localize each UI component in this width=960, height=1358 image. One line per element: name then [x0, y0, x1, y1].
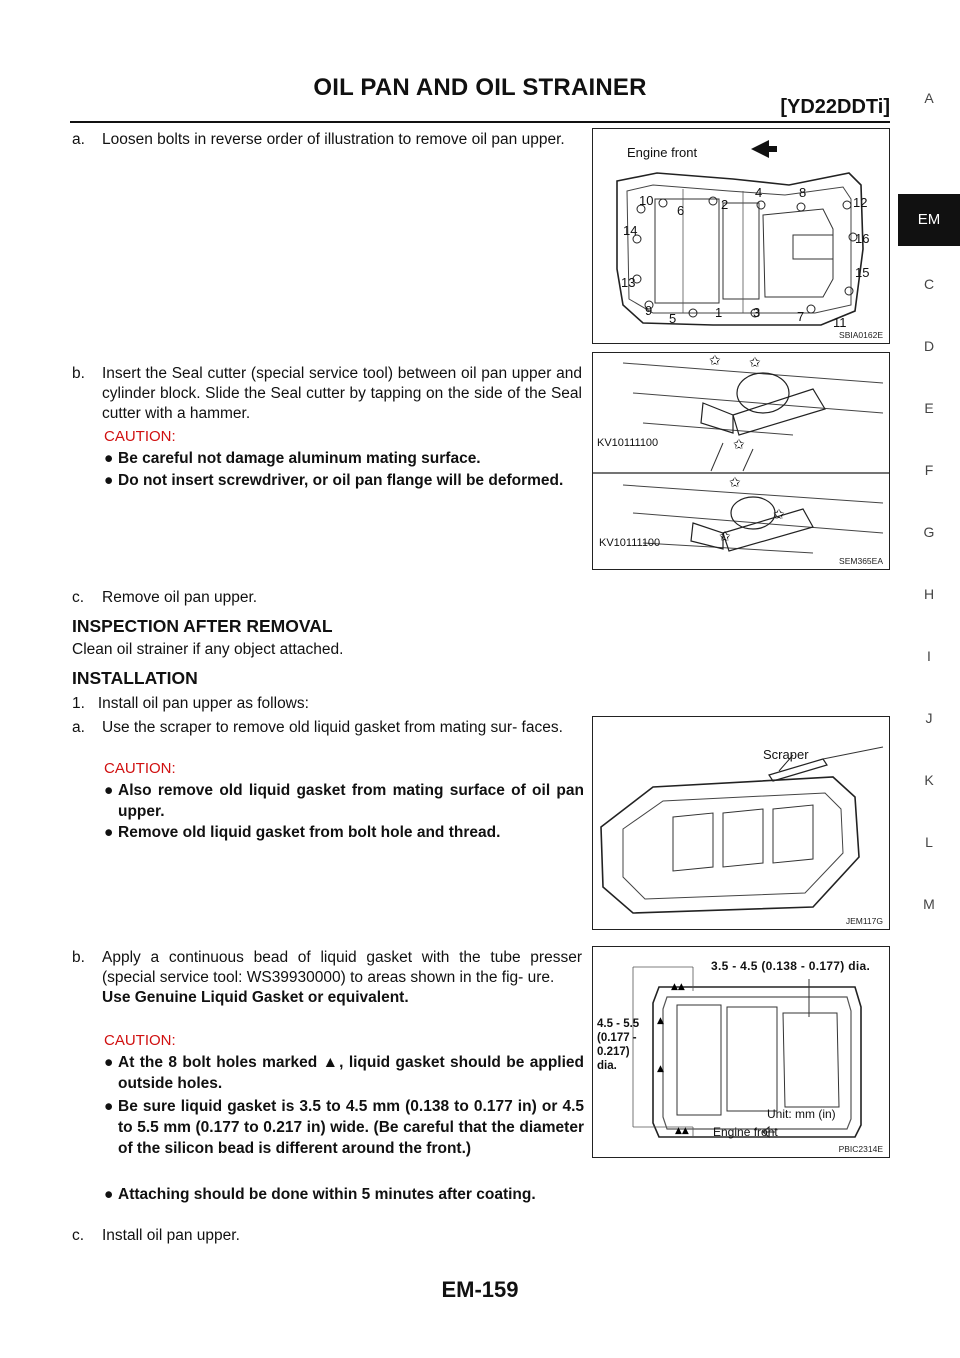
svg-text:▲: ▲: [657, 1064, 664, 1074]
model-code: [YD22DDTi]: [780, 96, 890, 118]
tab-l[interactable]: L: [925, 834, 933, 850]
caution-label: CAUTION:: [104, 428, 176, 445]
scraper-label: Scraper: [763, 747, 809, 762]
figure-bolt-order: Engine front 10 6 2 4 8 12 14 16 15 13 9 5 1 3 7 11 SBIA0162E: [592, 128, 890, 344]
caution-bullet: ● Do not insert screwdriver, or oil pan flange will be deformed.: [104, 472, 564, 489]
caution-label: CAUTION:: [104, 1032, 176, 1049]
svg-text:▲: ▲: [657, 1016, 664, 1026]
tab-f[interactable]: F: [924, 462, 934, 478]
inspection-text: Clean oil strainer if any object attached.: [72, 641, 344, 658]
star-mark-icon: ✩: [729, 475, 741, 491]
caution-bullet: ● At the 8 bolt holes marked ▲, liquid gasket should be applied outside holes.: [104, 1054, 584, 1092]
tab-m[interactable]: M: [923, 896, 935, 912]
oil-pan-outline-drawing: [593, 129, 890, 344]
tab-d[interactable]: D: [923, 338, 935, 354]
caution-label: CAUTION:: [104, 760, 176, 777]
unit-label: Unit: mm (in): [767, 1107, 836, 1121]
installation-heading: INSTALLATION: [72, 668, 198, 688]
figure-seal-cutter: [592, 352, 890, 570]
engine-front-label: Engine front: [627, 145, 698, 160]
tab-c[interactable]: C: [923, 276, 935, 292]
tab-k[interactable]: K: [924, 772, 934, 788]
star-mark-icon: ✩: [709, 353, 721, 369]
page-number: EM-159: [441, 1277, 519, 1302]
arrow-left-icon: [751, 140, 777, 158]
star-mark-icon: ✩: [719, 529, 731, 545]
tool-label-bottom: KV10111100: [599, 537, 661, 549]
star-mark-icon: ✩: [733, 437, 745, 453]
installation-step-b: b. Apply a continuous bead of liquid gasket with the tube presser (special service tool: WS39930000) to areas shown in the fig- ure. Use Genuine Liquid Gasket or equivalent.: [72, 949, 582, 1006]
tool-label-top: KV10111100: [597, 437, 659, 449]
svg-text:▲▲: ▲▲: [671, 982, 685, 992]
scraper-drawing: [593, 717, 890, 930]
figure-code: SBIA0162E: [839, 330, 883, 340]
caution-bullet: ● Attaching should be done within 5 minutes after coating.: [104, 1186, 536, 1203]
figure-code: PBIC2314E: [838, 1144, 883, 1154]
page-title: OIL PAN AND OIL STRAINER: [313, 74, 647, 101]
tab-em[interactable]: EM: [898, 194, 960, 246]
installation-step-a: a. Use the scraper to remove old liquid gasket from mating sur- faces.: [72, 719, 563, 736]
step-c-remove: c. Remove oil pan upper.: [72, 589, 258, 606]
tab-e[interactable]: E: [924, 400, 934, 416]
tab-a[interactable]: A: [924, 90, 934, 106]
triangle-mark-icon: ▲: [322, 1054, 340, 1071]
svg-text:▲▲: ▲▲: [675, 1126, 689, 1136]
installation-step-1: 1. Install oil pan upper as follows:: [72, 695, 309, 712]
tab-i[interactable]: I: [927, 648, 931, 664]
installation-step-c: c. Install oil pan upper.: [72, 1227, 240, 1244]
inspection-heading: INSPECTION AFTER REMOVAL: [72, 616, 333, 636]
caution-bullet: ● Be sure liquid gasket is 3.5 to 4.5 mm (0.138 to 0.177 in) or 4.5 to 5.5 mm (0.177 to 0.217 in) wide. (Be careful that the diameter of the silicon bead is different around the front.): [104, 1098, 584, 1157]
tab-j[interactable]: J: [925, 710, 933, 726]
caution-bullet: ● Also remove old liquid gasket from mating surface of oil pan upper.: [104, 782, 584, 820]
star-mark-icon: ✩: [773, 507, 785, 523]
tab-g[interactable]: G: [923, 524, 935, 540]
engine-front-label: Engine front: [713, 1125, 778, 1139]
figure-scraper: [592, 716, 890, 930]
figure-code: JEM117G: [845, 916, 883, 926]
figure-code: SEM365EA: [839, 556, 883, 566]
figure-gasket-bead: [592, 946, 890, 1158]
caution-bullet: ● Be careful not damage aluminum mating surface.: [104, 450, 481, 467]
dimension-top: 3.5 - 4.5 (0.138 - 0.177) dia.: [711, 959, 871, 973]
header-divider: [70, 121, 890, 123]
star-mark-icon: ✩: [749, 355, 761, 371]
tab-h[interactable]: H: [923, 586, 935, 602]
step-b-insert: b. Insert the Seal cutter (special service tool) between oil pan upper and cylinder block. Slide the Seal cutter by tapping on the side of the Seal cutter with a hammer.: [72, 365, 582, 422]
step-a-loosen: a. Loosen bolts in reverse order of illustration to remove oil pan upper.: [72, 131, 565, 148]
caution-bullet: ● Remove old liquid gasket from bolt hole and thread.: [104, 824, 501, 841]
dimension-left: 4.5 - 5.5 (0.177 - 0.217) dia.: [597, 1018, 640, 1072]
